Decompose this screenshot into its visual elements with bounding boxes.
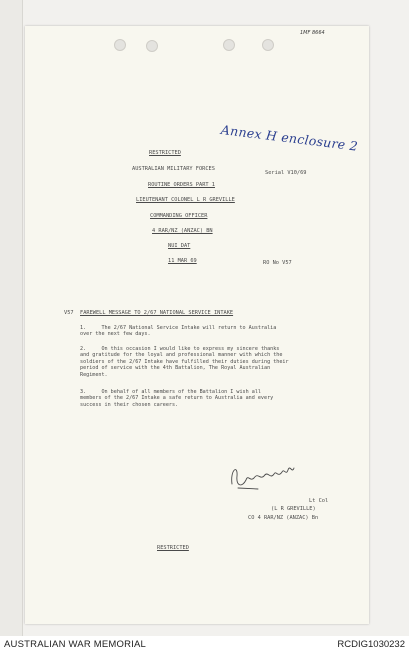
paragraph-number: 2.: [80, 346, 87, 352]
paragraph-text: period of service with the 4th Battalion, The Royal Australian: [80, 365, 271, 372]
paragraph-text: over the next few days.: [80, 331, 151, 338]
binding-strip: [0, 0, 23, 636]
ro-number: RO No V57: [263, 260, 292, 266]
item-number: V57: [64, 310, 74, 316]
punch-hole: [146, 40, 158, 52]
punch-hole: [223, 39, 235, 51]
document-sheet: [25, 26, 369, 624]
classification-top: RESTRICTED: [149, 150, 181, 156]
paragraph-text: Regiment.: [80, 371, 108, 378]
punch-hole: [262, 39, 274, 51]
punch-hole: [114, 39, 126, 51]
footer-record-id: RCDIG1030232: [337, 639, 405, 650]
classification-bottom: RESTRICTED: [157, 545, 189, 551]
footer-bar: [0, 636, 409, 654]
paragraph-text: success in their chosen careers.: [80, 401, 179, 408]
signature: [228, 458, 308, 494]
paragraph-text: and gratitude for the loyal and professional manner with which the: [80, 352, 283, 359]
paragraph-text: On this occasion I would like to express my sincere thanks: [101, 346, 280, 352]
handwritten-annotation: Annex H enclosure 2: [220, 122, 359, 154]
signatory-unit: CO 4 RAR/NZ (ANZAC) Bn: [248, 515, 319, 521]
order-date: 11 MAR 69: [168, 258, 197, 264]
paragraph-text: soldiers of the 2/67 Intake have fulfilled their duties during their: [80, 358, 289, 365]
paragraph-3: [80, 389, 273, 408]
signatory-rank: Lt Col: [309, 498, 329, 504]
paragraph-2: [80, 346, 289, 378]
item-title: FAREWELL MESSAGE TO 2/67 NATIONAL SERVICE INTAKE: [80, 310, 234, 316]
paragraph-text: members of the 2/67 Intake a safe return to Australia and every: [80, 395, 274, 402]
paragraph-text: The 2/67 National Service Intake will return to Australia: [101, 325, 277, 331]
location: NUI DAT: [168, 243, 191, 249]
paragraph-1: [80, 325, 276, 338]
paragraph-text: On behalf of all members of the Battalion I wish all: [101, 389, 261, 395]
footer-institution: AUSTRALIAN WAR MEMORIAL: [4, 639, 147, 650]
serial-number: Serial V10/69: [265, 170, 307, 176]
orders-title: ROUTINE ORDERS PART 1: [148, 182, 215, 188]
commander-name: LIEUTENANT COLONEL L R GREVILLE: [136, 197, 235, 203]
organisation-heading: AUSTRALIAN MILITARY FORCES: [132, 166, 215, 172]
paragraph-number: 3.: [80, 389, 87, 395]
archive-reference: 1MF 8664: [300, 30, 325, 36]
paragraph-number: 1.: [80, 325, 87, 331]
unit-name: 4 RAR/NZ (ANZAC) BN: [152, 228, 213, 234]
signatory-name: (L R GREVILLE): [271, 506, 316, 512]
commander-title: COMMANDING OFFICER: [150, 213, 208, 219]
